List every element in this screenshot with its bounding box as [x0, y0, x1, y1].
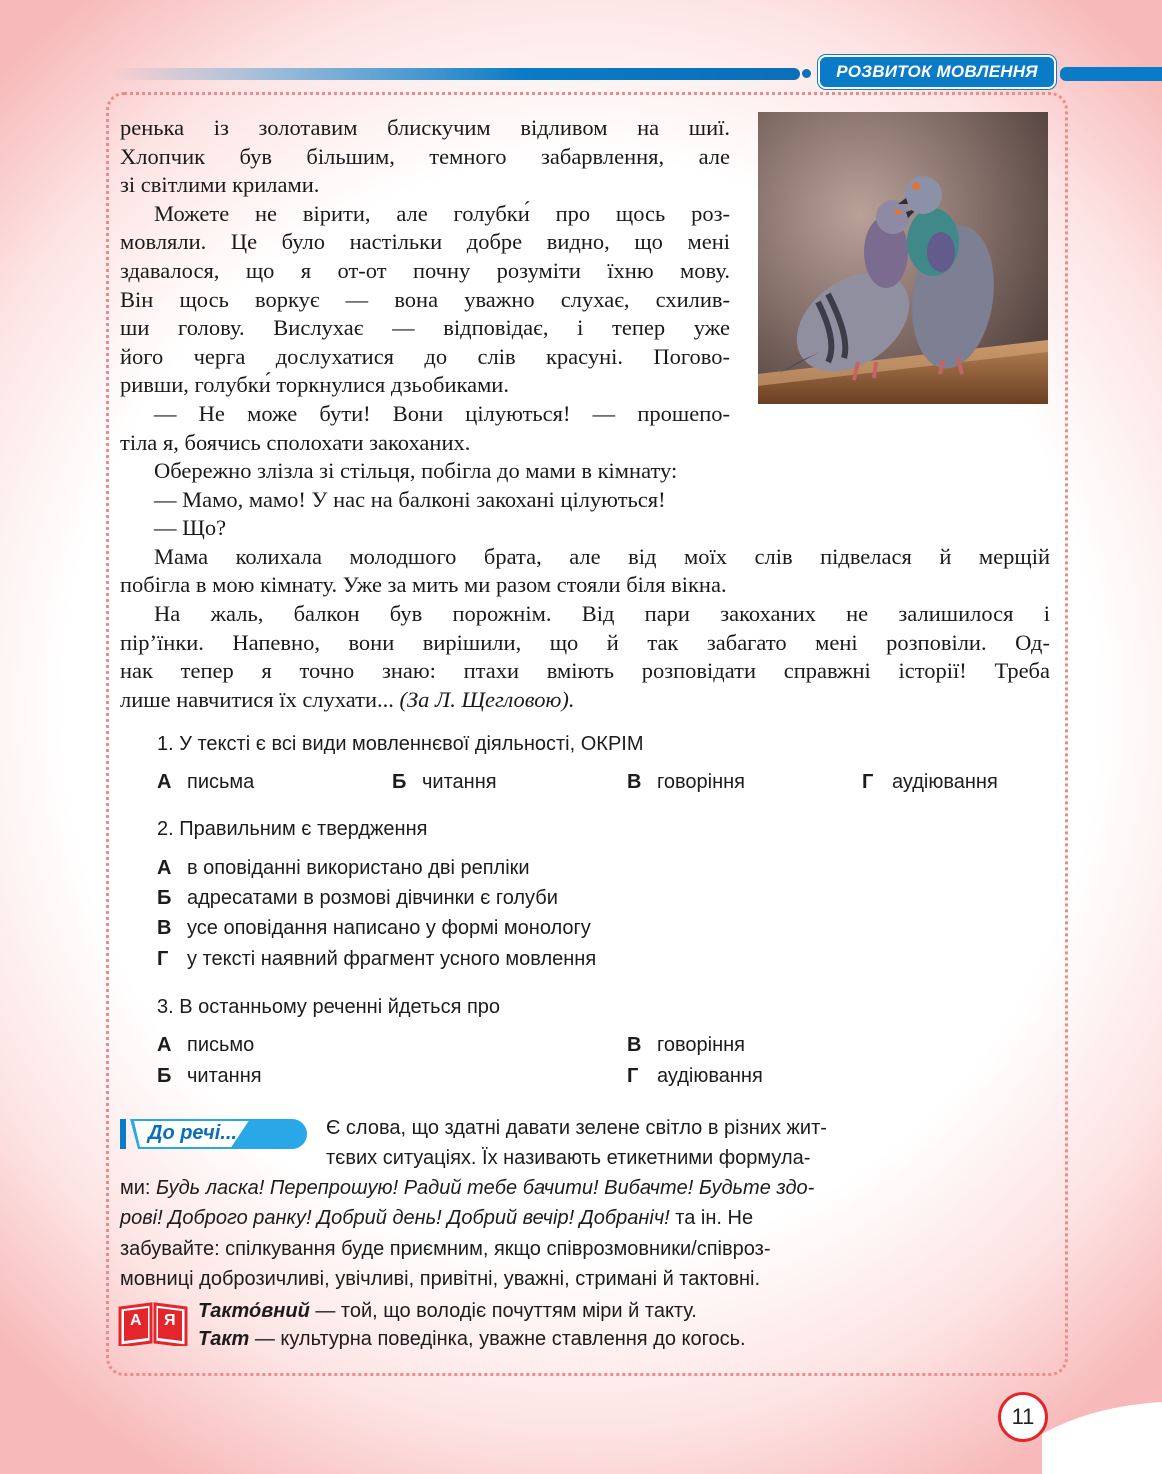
- story-line: Хлопчик був більшим, темного забарвлення, але: [120, 143, 730, 169]
- story-line: Можете не вірити, але голубки́ про щось роз-: [154, 200, 730, 226]
- story-narrow-block: [120, 114, 1050, 457]
- question-1-option-a[interactable]: А письма: [157, 771, 255, 793]
- question-3-option-c[interactable]: В говоріння: [627, 1034, 745, 1056]
- icon-letter: Я: [164, 1312, 176, 1329]
- story-line: нак тепер я точно знаю: птахи вміють розповідати справжні історії! Треба: [120, 658, 1050, 684]
- question-1: 1. У тексті є всі види мовленнєвої діяльності, ОКРІМ: [157, 733, 644, 755]
- section-title-badge: РОЗВИТОК МОВЛЕННЯ: [818, 55, 1056, 89]
- story-line: пір’їнки. Напевно, вони вирішили, що й так забагато мені розповіли. Од-: [120, 629, 1050, 655]
- question-2: 2. Правильним є твердження: [157, 818, 428, 840]
- open-book-shape: [118, 1302, 188, 1346]
- question-2-option-a[interactable]: А в оповіданні використано дві репліки: [157, 857, 530, 879]
- story-wide-block: [120, 457, 1050, 714]
- do-rechi-tab: [120, 1117, 310, 1151]
- do-rechi-line: забувайте: спілкування буде приємним, якщо співрозмовники/співроз-: [120, 1238, 771, 1260]
- question-2-option-d[interactable]: Г у тексті наявний фрагмент усного мовлення: [157, 948, 597, 970]
- story-line: тіла я, боячись сполохати закоханих.: [120, 429, 471, 455]
- do-rechi-label: До речі...: [148, 1122, 237, 1144]
- dictionary-icon: [118, 1302, 188, 1346]
- do-rechi-line: ми: Будь ласка! Перепрошую! Радий тебе бачити! Вибачте! Будьте здо-: [120, 1177, 815, 1199]
- header-dot: [802, 69, 811, 78]
- story-line: Обережно злізла зі стільця, побігла до мами в кімнату:: [154, 458, 678, 483]
- story-line: — Мамо, мамо! У нас на балконі закохані цілуються!: [154, 486, 666, 512]
- story-line: — Що?: [154, 515, 227, 541]
- page-number: 11: [998, 1392, 1048, 1442]
- story-line: Мама колихала молодшого брата, але від моїх слів підвелася й мерщій: [154, 543, 1050, 569]
- story-line: побігла в мою кімнату. Уже за мить ми разом стояли біля вікна.: [120, 572, 727, 598]
- story-line: — Не може бути! Вони цілуються! — прошепо-: [154, 400, 730, 426]
- question-3-option-b[interactable]: Б читання: [157, 1065, 262, 1087]
- question-1-option-c[interactable]: В говоріння: [627, 771, 745, 793]
- story-line: Він щось воркує — вона уважно слухає, схилив-: [120, 286, 730, 312]
- icon-letter: А: [130, 1312, 142, 1329]
- story-line: лише навчитися їх слухати...: [120, 686, 394, 712]
- do-rechi-line: Є слова, що здатні давати зелене світло в різних жит-: [326, 1117, 827, 1139]
- story-line: ренька із золотавим блискучим відливом на шиї.: [120, 115, 730, 140]
- header-rule-right: [1060, 67, 1162, 81]
- story-line: мовляли. Це було настільки добре видно, що мені: [120, 229, 730, 255]
- story-line: здавалося, що я от-от почну розуміти їхню мову.: [120, 257, 730, 283]
- glossary-entry: Такт — культурна поведінка, уважне ставлення до когось.: [198, 1328, 746, 1350]
- story-attribution: (За Л. Щегловою).: [399, 686, 575, 712]
- do-rechi-line: тєвих ситуаціях. Їх називають етикетними формула-: [326, 1147, 811, 1169]
- question-3-option-d[interactable]: Г аудіювання: [627, 1065, 763, 1087]
- story-line: ривши, голубки́ торкнулися дзьобиками.: [120, 372, 509, 398]
- story-last-line: [120, 686, 1050, 715]
- do-rechi-line: рові! Доброго ранку! Добрий день! Добрий вечір! Добраніч! та ін. Не: [120, 1207, 754, 1229]
- question-3-option-a[interactable]: А письмо: [157, 1034, 255, 1056]
- story-line: На жаль, балкон був порожнім. Від пари закоханих не залишилося і: [154, 600, 1050, 626]
- story-line: зі світлими крилами.: [120, 172, 320, 198]
- header-rule: [110, 68, 800, 80]
- question-1-option-d[interactable]: Г аудіювання: [862, 771, 998, 793]
- do-rechi-line: мовниці доброзичливі, увічливі, привітні, уважні, стримані й тактовні.: [120, 1268, 761, 1290]
- question-2-option-c[interactable]: В усе оповідання написано у формі монологу: [157, 917, 591, 939]
- question-2-option-b[interactable]: Б адресатами в розмові дівчинки є голуби: [157, 887, 558, 909]
- story-line: ши голову. Вислухає — відповідає, і тепер уже: [120, 315, 730, 341]
- glossary-entry: Такто́вний — той, що володіє почуттям міри й такту.: [198, 1300, 697, 1322]
- story-line: його черга дослухатися до слів красуні. Погово-: [120, 343, 730, 369]
- question-3: 3. В останньому реченні йдеться про: [157, 996, 501, 1018]
- question-1-option-b[interactable]: Б читання: [392, 771, 497, 793]
